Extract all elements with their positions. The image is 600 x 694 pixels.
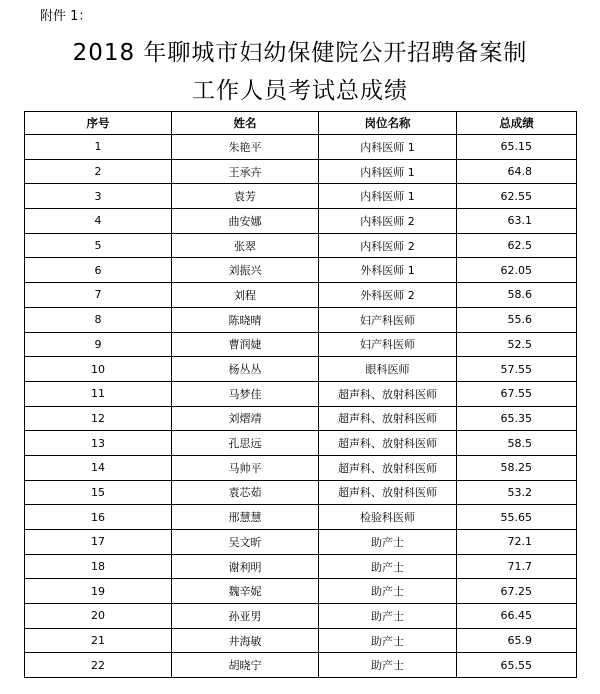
cell-position: 助产士 <box>319 604 457 629</box>
score-table <box>24 111 577 678</box>
cell-index: 6 <box>25 258 172 283</box>
cell-name: 孙亚男 <box>172 604 319 629</box>
table-row <box>25 184 577 209</box>
page-title-line-1: 2018 年聊城市妇幼保健院公开招聘备案制 <box>72 40 528 66</box>
header-position: 岗位名称 <box>319 112 457 135</box>
cell-name: 魏辛妮 <box>172 579 319 604</box>
cell-index: 2 <box>25 159 172 184</box>
table-row <box>25 628 577 653</box>
table-row <box>25 307 577 332</box>
cell-score: 55.65 <box>457 505 577 530</box>
cell-score: 71.7 <box>457 554 577 579</box>
cell-position: 助产士 <box>319 554 457 579</box>
cell-name: 孔思远 <box>172 431 319 456</box>
cell-position: 助产士 <box>319 628 457 653</box>
cell-name: 张翠 <box>172 233 319 258</box>
cell-position: 妇产科医师 <box>319 307 457 332</box>
cell-index: 15 <box>25 480 172 505</box>
cell-score: 63.1 <box>457 209 577 234</box>
cell-position: 妇产科医师 <box>319 332 457 357</box>
cell-score: 55.6 <box>457 307 577 332</box>
cell-position: 检验科医师 <box>319 505 457 530</box>
cell-index: 18 <box>25 554 172 579</box>
cell-index: 10 <box>25 357 172 382</box>
cell-name: 谢利明 <box>172 554 319 579</box>
cell-name: 王承卉 <box>172 159 319 184</box>
table-row <box>25 135 577 160</box>
cell-score: 58.25 <box>457 455 577 480</box>
cell-position: 超声科、放射科医师 <box>319 431 457 456</box>
cell-index: 12 <box>25 406 172 431</box>
cell-score: 67.25 <box>457 579 577 604</box>
cell-name: 刘振兴 <box>172 258 319 283</box>
cell-index: 14 <box>25 455 172 480</box>
cell-index: 13 <box>25 431 172 456</box>
table-row <box>25 332 577 357</box>
cell-score: 58.5 <box>457 431 577 456</box>
table-row <box>25 283 577 308</box>
cell-index: 20 <box>25 604 172 629</box>
cell-position: 内科医师 1 <box>319 184 457 209</box>
cell-name: 马梦佳 <box>172 381 319 406</box>
cell-name: 井海敏 <box>172 628 319 653</box>
cell-name: 袁芳 <box>172 184 319 209</box>
table-row <box>25 604 577 629</box>
cell-position: 超声科、放射科医师 <box>319 406 457 431</box>
cell-name: 曲安娜 <box>172 209 319 234</box>
table-row <box>25 258 577 283</box>
cell-score: 62.05 <box>457 258 577 283</box>
cell-position: 助产士 <box>319 653 457 678</box>
table-row <box>25 480 577 505</box>
cell-index: 11 <box>25 381 172 406</box>
cell-position: 内科医师 2 <box>319 233 457 258</box>
cell-score: 53.2 <box>457 480 577 505</box>
cell-index: 17 <box>25 530 172 555</box>
table-row <box>25 455 577 480</box>
table-row <box>25 653 577 678</box>
cell-position: 超声科、放射科医师 <box>319 381 457 406</box>
cell-index: 21 <box>25 628 172 653</box>
cell-position: 超声科、放射科医师 <box>319 480 457 505</box>
cell-score: 67.55 <box>457 381 577 406</box>
cell-name: 马帅平 <box>172 455 319 480</box>
table-row <box>25 406 577 431</box>
cell-name: 曹润婕 <box>172 332 319 357</box>
cell-index: 5 <box>25 233 172 258</box>
cell-score: 58.6 <box>457 283 577 308</box>
cell-position: 外科医师 2 <box>319 283 457 308</box>
table-row <box>25 431 577 456</box>
header-name: 姓名 <box>172 112 319 135</box>
table-row <box>25 530 577 555</box>
cell-score: 65.15 <box>457 135 577 160</box>
cell-index: 1 <box>25 135 172 160</box>
cell-score: 57.55 <box>457 357 577 382</box>
cell-score: 65.9 <box>457 628 577 653</box>
cell-position: 内科医师 1 <box>319 135 457 160</box>
cell-score: 65.35 <box>457 406 577 431</box>
table-header-row <box>25 112 577 135</box>
cell-score: 65.55 <box>457 653 577 678</box>
cell-position: 助产士 <box>319 530 457 555</box>
cell-name: 刘程 <box>172 283 319 308</box>
cell-name: 陈晓晴 <box>172 307 319 332</box>
cell-position: 内科医师 1 <box>319 159 457 184</box>
cell-score: 72.1 <box>457 530 577 555</box>
cell-name: 朱艳平 <box>172 135 319 160</box>
cell-index: 22 <box>25 653 172 678</box>
cell-name: 杨丛丛 <box>172 357 319 382</box>
cell-position: 超声科、放射科医师 <box>319 455 457 480</box>
cell-index: 8 <box>25 307 172 332</box>
cell-position: 内科医师 2 <box>319 209 457 234</box>
table-row <box>25 505 577 530</box>
cell-name: 袁芯茹 <box>172 480 319 505</box>
cell-score: 52.5 <box>457 332 577 357</box>
cell-score: 62.5 <box>457 233 577 258</box>
cell-index: 9 <box>25 332 172 357</box>
cell-index: 4 <box>25 209 172 234</box>
cell-position: 助产士 <box>319 579 457 604</box>
header-index: 序号 <box>25 112 172 135</box>
table-row <box>25 159 577 184</box>
table-row <box>25 233 577 258</box>
cell-score: 66.45 <box>457 604 577 629</box>
cell-name: 胡晓宁 <box>172 653 319 678</box>
table-row <box>25 381 577 406</box>
cell-score: 62.55 <box>457 184 577 209</box>
cell-name: 吴文昕 <box>172 530 319 555</box>
cell-score: 64.8 <box>457 159 577 184</box>
header-score: 总成绩 <box>457 112 577 135</box>
cell-name: 刘熠靖 <box>172 406 319 431</box>
attachment-label: 附件 1： <box>40 9 92 24</box>
cell-position: 外科医师 1 <box>319 258 457 283</box>
table-body <box>25 135 577 678</box>
cell-index: 19 <box>25 579 172 604</box>
cell-index: 16 <box>25 505 172 530</box>
table-row <box>25 357 577 382</box>
cell-index: 3 <box>25 184 172 209</box>
page-title-line-2: 工作人员考试总成绩 <box>192 78 408 104</box>
table-row <box>25 554 577 579</box>
cell-index: 7 <box>25 283 172 308</box>
table-row <box>25 579 577 604</box>
cell-name: 邢慧慧 <box>172 505 319 530</box>
table-row <box>25 209 577 234</box>
cell-position: 眼科医师 <box>319 357 457 382</box>
